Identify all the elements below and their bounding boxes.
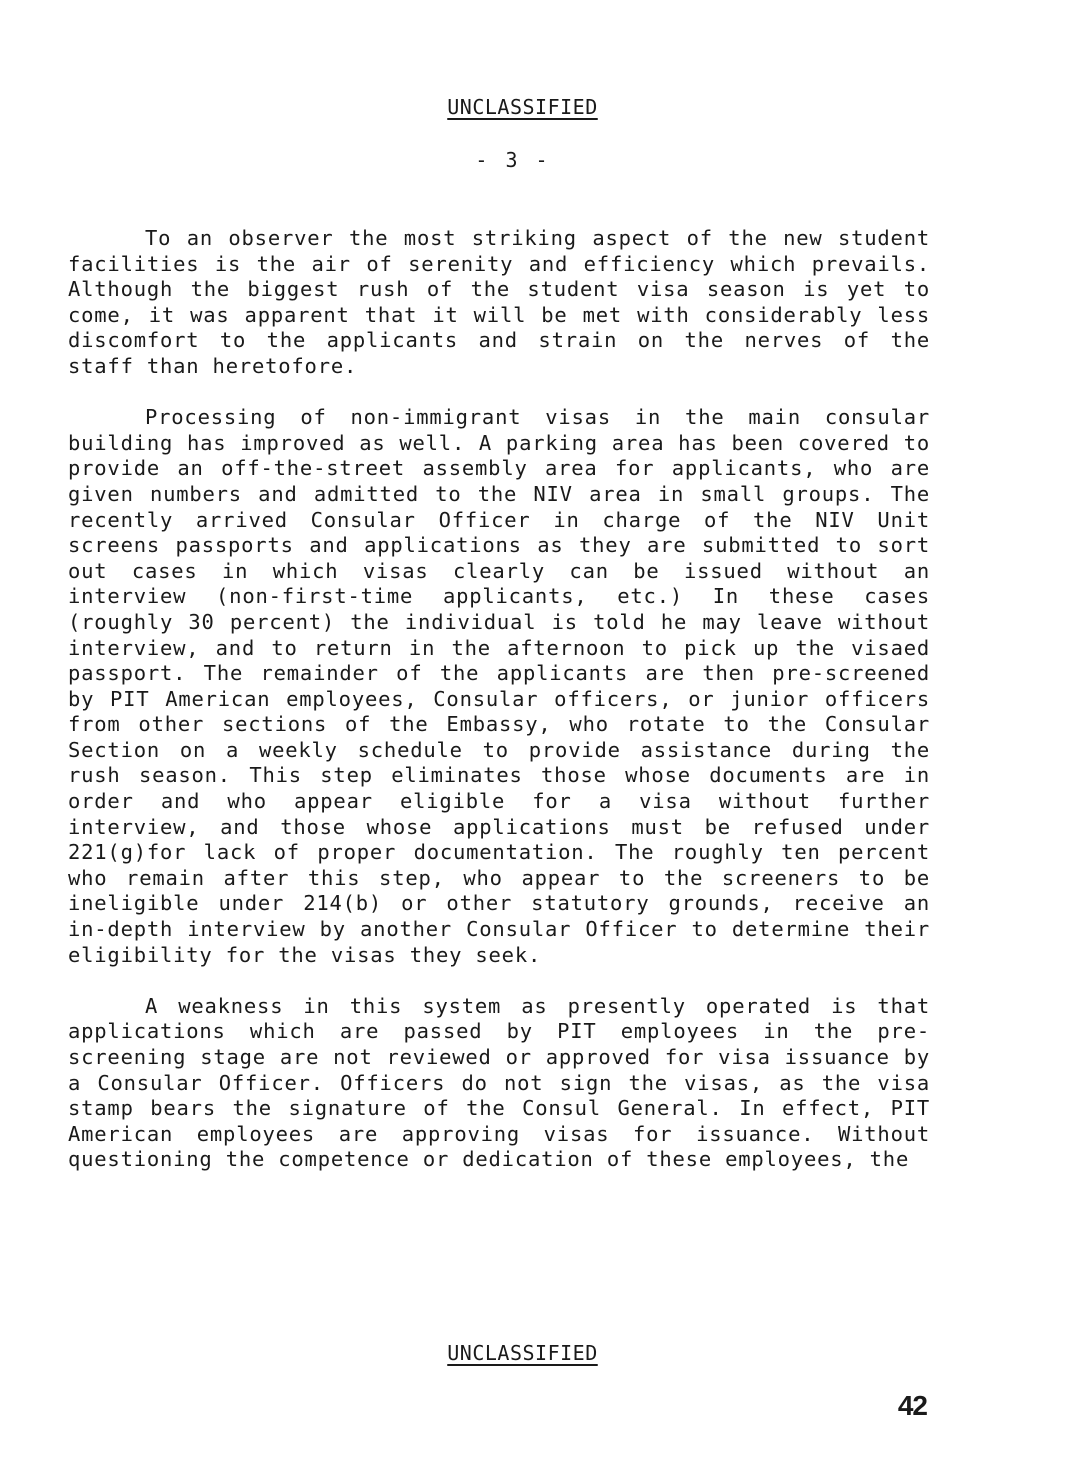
classification-footer-label: UNCLASSIFIED: [447, 1341, 598, 1365]
page-marker: - 3 -: [475, 148, 548, 172]
classification-header: [0, 95, 1067, 119]
paragraph-1: To an observer the most striking aspect of the new student facilities is the air of serenity and efficiency which prevails. Although the biggest rush of the student visa season is yet to come, it was apparent that it will be met with considerably less discomfort to the applicants and strain on the nerves of the staff than heretofore.: [68, 226, 930, 378]
classification-footer: [0, 1341, 1067, 1365]
paragraph-2: Processing of non-immigrant visas in the main consular building has improved as well. A parking area has been covered to provide an off-the-street assembly area for applicants, who are given numbers and admitted to the NIV area in small groups. The recently arrived Consular Officer in charge of the NIV Unit screens passports and applications as they are submitted to sort out cases in which visas clearly can be issued without an interview (non-first-time applicants, etc.) In these cases (roughly 30 percent) the individual is told he may leave without interview, and to return in the afternoon to pick up the visaed passport. The remainder of the applicants are then pre-screened by PIT American employees, Consular officers, or junior officers from other sections of the Embassy, who rotate to the Consular Section on a weekly schedule to provide assistance during the rush season. This step eliminates those whose documents are in order and who appear eligible for a visa without further interview, and those whose applications must be refused under 221(g)for lack of proper documentation. The roughly ten percent who remain after this step, who appear to the screeners to be ineligible under 214(b) or other statutory grounds, receive an in-depth interview by another Consular Officer to determine their eligibility for the visas they seek.: [68, 405, 930, 967]
body-text: [68, 226, 930, 1199]
folio-number: 42: [897, 1390, 927, 1421]
classification-header-label: UNCLASSIFIED: [447, 95, 598, 119]
paragraph-3: A weakness in this system as presently operated is that applications which are passed by PIT employees in the pre-screening stage are not reviewed or approved for visa issuance by a Consular Officer. Officers do not sign the visas, as the visa stamp bears the signature of the Consul General. In effect, PIT American employees are approving visas for issuance. Without questioning the competence or dedication of these employees, the: [68, 993, 930, 1172]
